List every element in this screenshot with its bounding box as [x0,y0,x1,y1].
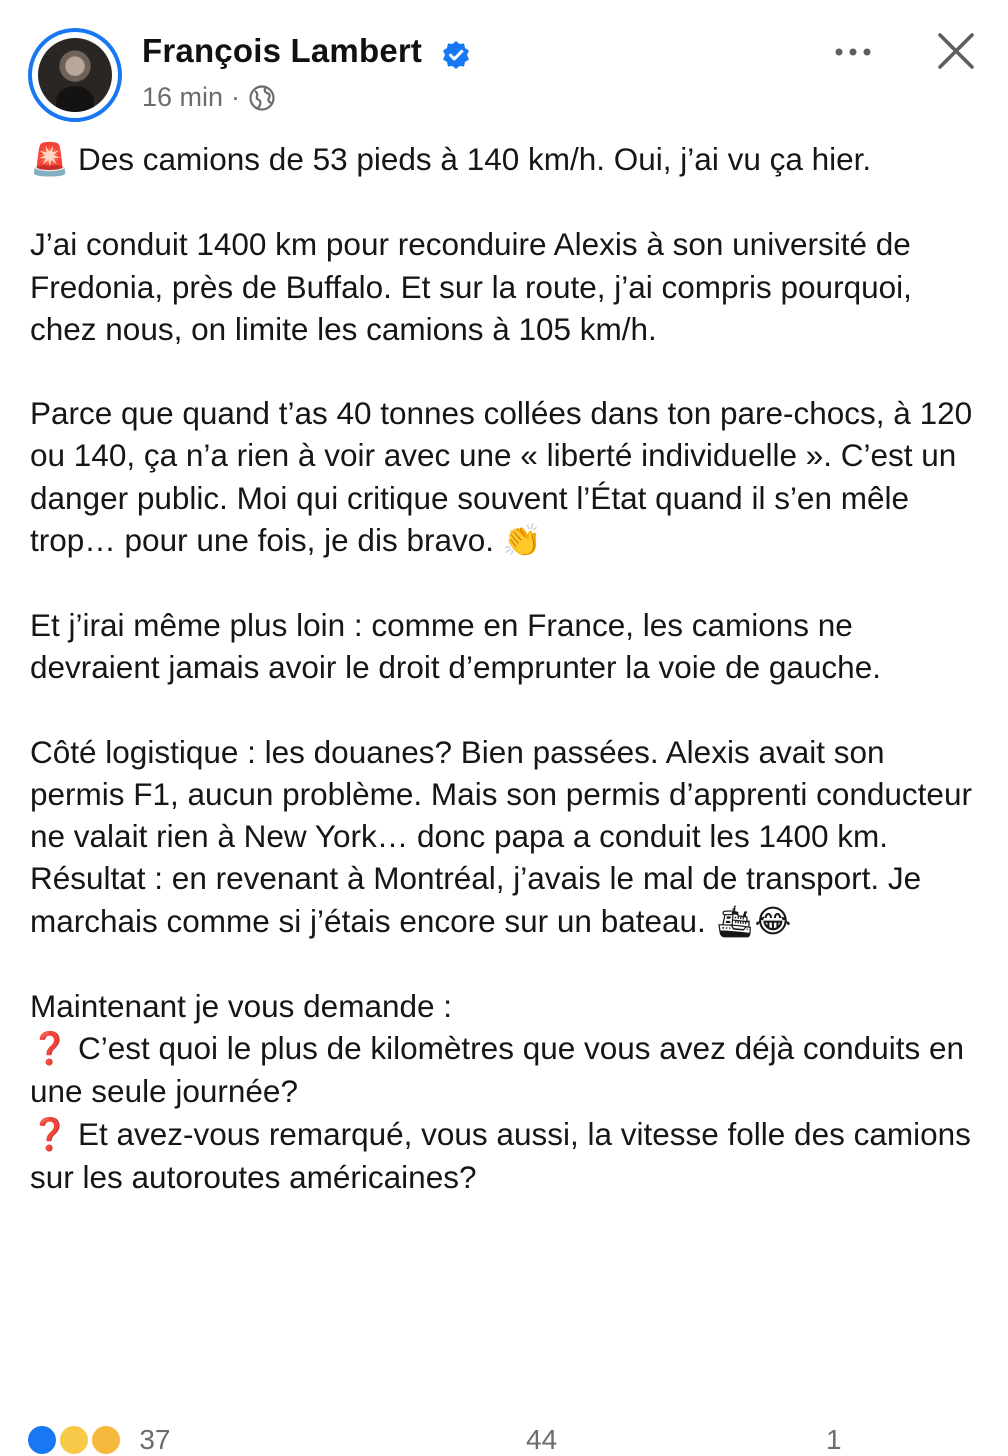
post-paragraph: Et j’irai même plus loin : comme en France, les camions ne devraient jamais avoir le droit d’emprunter la voie de gauche. [30,607,881,686]
verified-badge-icon [441,40,471,70]
comments-count[interactable]: 44 [526,1424,558,1455]
post-paragraph: 🚨 Des camions de 53 pieds à 140 km/h. Oui, j’ai vu ça hier. [30,138,985,181]
wow-reaction-icon[interactable] [90,1424,122,1456]
close-icon[interactable] [935,30,977,72]
post-header [0,0,1008,130]
post-questions [30,985,985,1198]
post-paragraph: Côté logistique : les douanes? Bien passées. Alexis avait son permis F1, aucun problème. Mais son permis d’apprenti conducteur ne valait rien à New York… donc papa a conduit les 1400 km. Résultat : en revenant à Montréal, j’avais le mal de transport. Je marchais comme si j’étais encore sur un bateau. 🛳😂 [30,731,985,943]
question-intro: Maintenant je vous demande : [30,987,453,1024]
haha-reaction-icon[interactable] [58,1424,90,1456]
siren-emoji-icon: 🚨 [30,142,70,178]
post-paragraph: J’ai conduit 1400 km pour reconduire Alexis à son université de Fredonia, près de Buffalo. Et sur la route, j’ai compris pourquoi, chez nous, on limite les camions à 105 km/h. [30,226,912,347]
meta-separator: · [231,82,241,112]
author-name[interactable]: François Lambert [142,32,423,69]
question-text: Et avez-vous remarqué, vous aussi, la vitesse folle des camions sur les autoroutes américaines? [30,1115,971,1195]
avatar-photo [38,38,112,112]
post-meta [142,82,276,113]
more-options-icon[interactable] [831,38,875,66]
globe-icon [248,84,276,112]
reactions-count[interactable]: 37 [139,1424,171,1455]
post-time[interactable]: 16 min [142,82,224,112]
post-paragraph: Parce que quand t’as 40 tonnes collées dans ton pare-chocs, à 120 ou 140, ça n’a rien à voir avec une « liberté individuelle ». C’est un danger public. Moi qui critique souvent l’État quand il s’en mêle trop… pour une fois, je dis bravo. 👏 [30,392,985,562]
shares-count[interactable]: 1 [826,1424,842,1455]
post-text [30,138,985,1240]
clapping-hands-icon: 👏 [502,522,542,559]
question-mark-icon: ❓ [30,1031,70,1068]
question-text: C’est quoi le plus de kilomètres que vous avez déjà conduits en une seule journée? [30,1030,965,1110]
ship-laughing-emoji-icon: 🛳😂 [714,903,792,940]
like-reaction-icon[interactable] [26,1424,58,1456]
question-mark-icon: ❓ [30,1116,70,1153]
post-footer [26,1424,986,1454]
avatar[interactable] [28,28,122,122]
